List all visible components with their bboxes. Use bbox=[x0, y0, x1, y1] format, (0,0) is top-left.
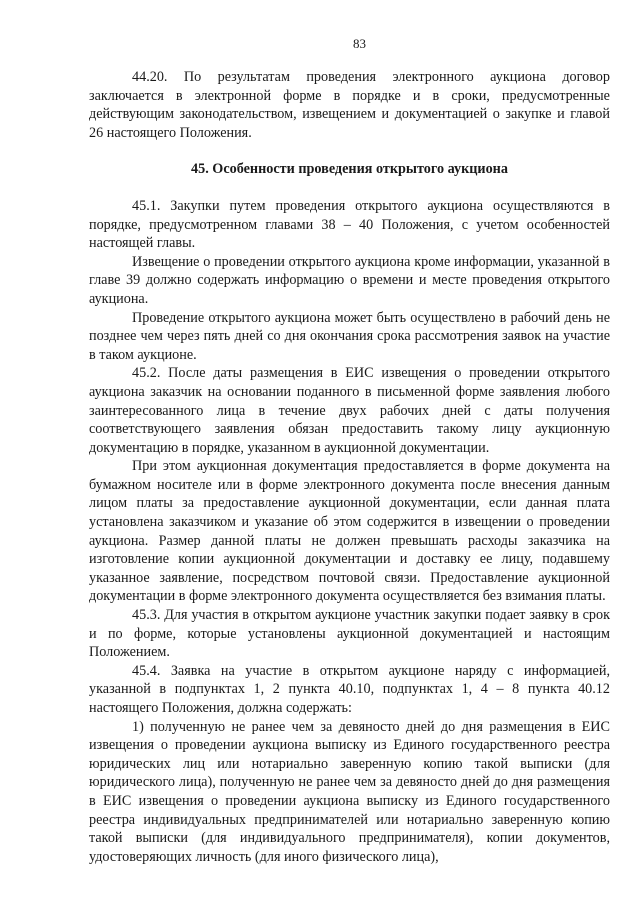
paragraph-45-2: 45.2. После даты размещения в ЕИС извещения о проведении открытого аукциона заказчик на основании поданного в письменной форме заявления любого заинтересованного лица в течение двух рабочих дней с даты получения соответствующего заявления обязан предоставить такому лицу аукционную документацию в порядке, указанном в аукционной документации. bbox=[89, 365, 610, 456]
paragraph-45-4: 45.4. Заявка на участие в открытом аукционе наряду с информацией, указанной в подпунктах 1, 2 пункта 40.10, подпунктах 1, 4 – 8 пункта 40.12 настоящего Положения, должна содержать: bbox=[89, 662, 610, 716]
paragraph: Проведение открытого аукциона может быть осуществлено в рабочий день не позднее чем через пять дней со дня окончания срока рассмотрения заявок на участие в таком аукционе. bbox=[89, 309, 610, 363]
paragraph: Извещение о проведении открытого аукциона кроме информации, указанной в главе 39 должно содержать информацию о времени и месте проведения открытого аукциона. bbox=[89, 253, 610, 307]
paragraph: При этом аукционная документация предоставляется в форме документа на бумажном носителе или в форме электронного документа после внесения данным лицом платы за предоставление аукционной документации, если данная плата установлена заказчиком и указание об этом содержится в извещении о проведении аукциона. Размер данной платы не должен превышать расходы заказчика на изготовление копии аукционной документации и доставку ее лицу, подавшему указанное заявление, посредством почтовой связи. Предоставление аукционной документации в форме электронного документа осуществляется без взимания платы. bbox=[89, 458, 610, 605]
list-item-1: 1) полученную не ранее чем за девяносто дней до дня размещения в ЕИС извещения о проведении аукциона выписку из Единого государственного реестра юридических лиц или нотариально заверенную копию такой выписки (для юридического лица), полученную не ранее чем за девяносто дней до дня размещения в ЕИС извещения о проведении аукциона выписку из Единого государственного реестра индивидуальных предпринимателей или нотариально заверенную копию такой выписки (для индивидуального предпринимателя), копии документов, удостоверяющих личность (для иного физического лица), bbox=[89, 718, 610, 865]
section-heading: 45. Особенности проведения открытого аукциона bbox=[191, 161, 508, 178]
page-number: 83 bbox=[353, 36, 366, 51]
paragraph-45-3: 45.3. Для участия в открытом аукционе участник закупки подает заявку в срок и по форме, которые установлены аукционной документацией и настоящим Положением. bbox=[89, 607, 610, 661]
paragraph-45-1: 45.1. Закупки путем проведения открытого аукциона осуществляются в порядке, предусмотренном главами 38 – 40 Положения, с учетом особенностей настоящей главы. bbox=[89, 197, 610, 252]
intro-block bbox=[89, 68, 610, 142]
paragraph-44-20: 44.20. По результатам проведения электронного аукциона договор заключается в электронной форме в порядке и в сроки, предусмотренные действующим законодательством, извещением и документацией о закупке и главой 26 настоящего Положения. bbox=[89, 69, 610, 141]
section-body bbox=[89, 197, 610, 866]
